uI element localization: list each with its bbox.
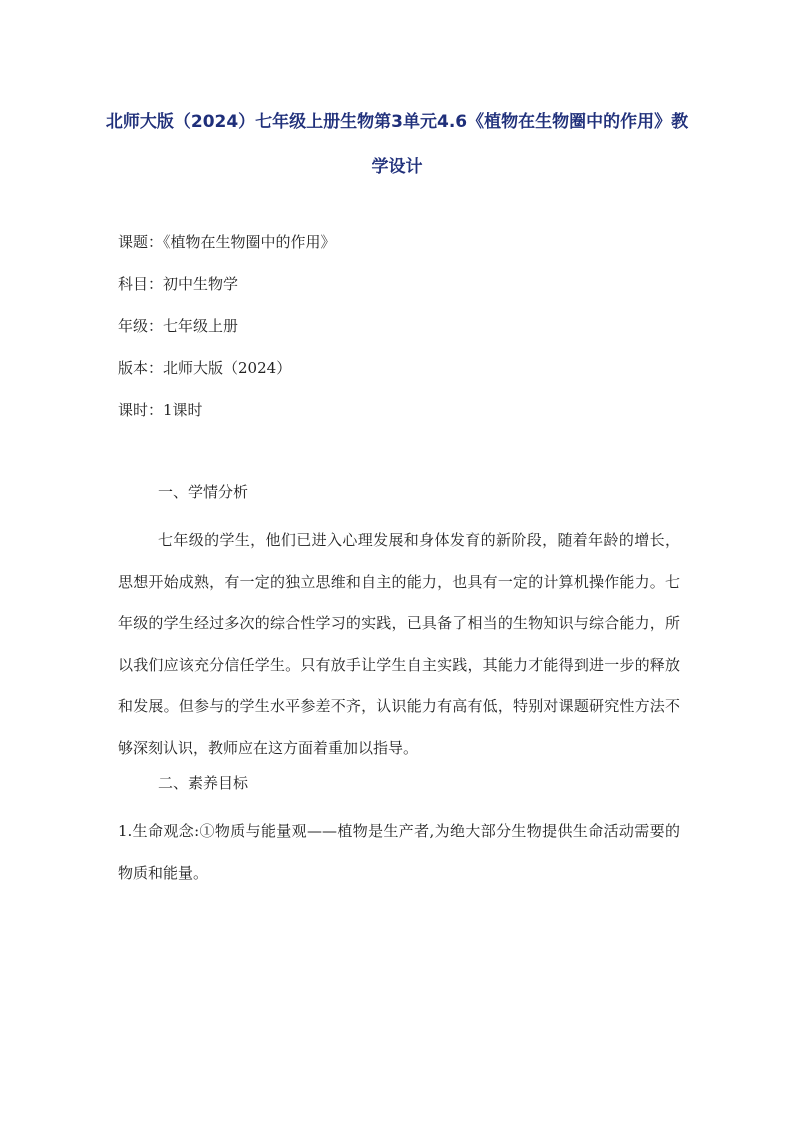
lesson-info-periods	[118, 396, 336, 438]
literacy-goal-item-1: 1.生命观念:①物质与能量观——植物是生产者,为绝大部分生物提供生命活动需要的物质和能量。	[118, 822, 680, 882]
meta-label: 版本：	[118, 359, 164, 377]
meta-label: 课题：	[118, 233, 164, 251]
section-heading-student-analysis: 一、学情分析	[158, 483, 249, 501]
lesson-info-edition	[118, 354, 336, 396]
document-body	[118, 478, 680, 894]
lesson-info-topic	[118, 228, 336, 270]
meta-label: 课时：	[118, 401, 164, 419]
meta-value: 《植物在生物圈中的作用》	[163, 233, 336, 251]
lesson-info-subject	[118, 270, 336, 312]
meta-value: 七年级上册	[163, 317, 239, 335]
meta-value: 1课时	[163, 401, 203, 419]
meta-label: 科目：	[118, 275, 164, 293]
meta-label: 年级：	[118, 317, 164, 335]
meta-value: 初中生物学	[163, 275, 239, 293]
student-analysis-paragraph: 七年级的学生，他们已进入心理发展和身体发育的新阶段，随着年龄的增长，思想开始成熟，有一定的独立思维和自主的能力，也具有一定的计算机操作能力。七年级的学生经过多次的综合性学习的实践，已具备了相当的生物知识与综合能力，所以我们应该充分信任学生。只有放手让学生自主实践，其能力才能得到进一步的释放和发展。但参与的学生水平参差不齐，认识能力有高有低，特别对课题研究性方法不够深刻认识，教师应在这方面着重加以指导。	[118, 531, 680, 757]
meta-value: 北师大版（2024）	[163, 359, 292, 377]
lesson-info-grade	[118, 312, 336, 354]
lesson-info-list	[118, 228, 336, 438]
section-heading-literacy-goals: 二、素养目标	[158, 774, 249, 792]
document-title: 北师大版（2024）七年级上册生物第3单元4.6《植物在生物圈中的作用》教学设计	[105, 112, 689, 177]
